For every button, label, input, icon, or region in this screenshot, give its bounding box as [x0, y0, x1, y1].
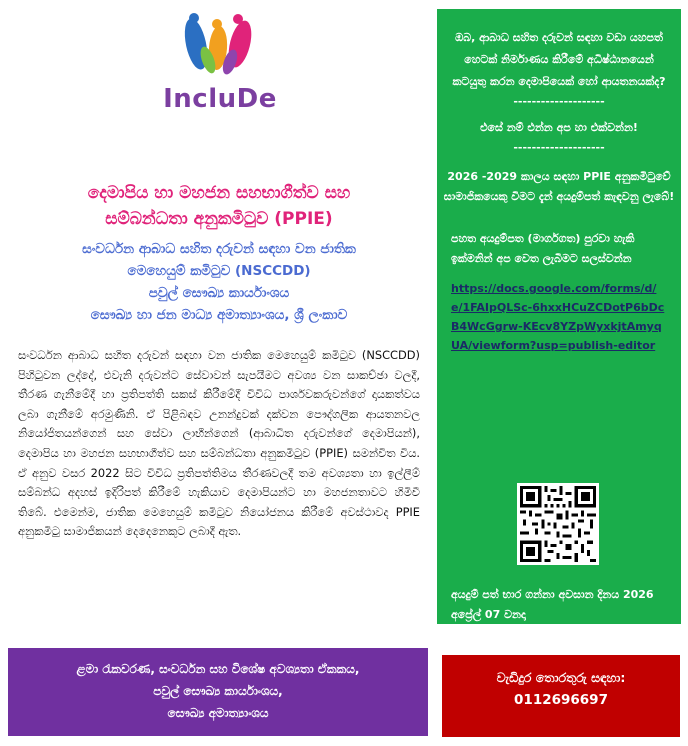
include-logo-graphic — [160, 8, 280, 143]
page-subtitle — [18, 238, 420, 326]
separator-1: -------------------- — [513, 95, 605, 108]
ministry-line-2: පවුල් සෞඛ්‍ය කාර්යාංශය, — [153, 684, 283, 698]
deadline-text: අයදුම් පත් භාර ගන්නා අවසාන දිනය 2026 අප්‍රේල් 07 වනදා — [451, 588, 654, 621]
qr-code-graphic — [520, 486, 596, 562]
subtitle-line-4: සෞඛ්‍ය හා ජන මාධ්‍ය අමාත්‍යාංශය, ශ්‍රී ලංකාව — [90, 307, 348, 323]
separator-2: -------------------- — [513, 141, 605, 154]
contact-box — [442, 655, 680, 737]
qr-code-icon[interactable] — [517, 483, 599, 565]
call-to-action: එසේ නම් එන්න අප හා එක්වන්න! — [480, 121, 638, 134]
ministry-line-3: සෞඛ්‍ය අමාත්‍යාංශය — [167, 706, 269, 720]
logo-wordmark: IncluDe — [163, 84, 277, 114]
recruit-text: 2026 -2029 කාලය සඳහා PPIE අනුකමිටුවේ සාමාජිකයෙකු වීමට දැන් අයදුම්පත් කැඳවනු ලැබේ! — [443, 170, 675, 203]
call-panel — [437, 9, 681, 624]
question-text: ඔබ, ආබාධ සහිත දරුවන් සඳහා වඩා යහපත් හෙටක් නිර්මාණය කිරීමේ අධිෂ්ඨානයෙන් කටයුතු කරන දෙමාපියෙක් හෝ ආයතනයක්ද? — [452, 31, 666, 88]
application-form-link[interactable]: https://docs.google.com/forms/d/e/1FAIpQLSc-6hxxHCuZCDotP6bDcB4WcGgrw-KEcv8YZpWyxkjtAmyqUA/viewform?usp=publish-editor — [451, 282, 665, 352]
subtitle-line-2: මෙහෙයුම් කමිටුව (NSCCDD) — [127, 263, 311, 279]
page-title — [18, 180, 420, 232]
contact-label: වැඩිදුර තොරතුරු සඳහා: — [496, 670, 626, 685]
title-line-1: දෙමාපිය හා මහජන සහභාගීත්ව සහ — [87, 183, 351, 203]
body-paragraph: සංවර්ධන ආබාධ සහිත දරුවන් සඳහා වන ජාතික මෙහෙයුම් කමිටුව (NSCCDD) පිහිටුවන ලද්දේ, එවැනි දරුවන්ට සේවාවන් සැපයීමට අවශ්‍ය වන සාකච්ඡා වලදී, තීරණ ගැනීමේදී හා ප්‍රතිපත්ති සකස් කිරීමේදී විවිධ පාර්ශවකරුවන්ගේ දායකත්වය ලබා ගැනීමේ අරමුණිනි. ඒ පිළිබඳව උනන්දුවක් දක්වන පෞද්ගලික ආයතනවල නියෝජිතයන්ගෙන් සහ සේවා ලාභීන්ගෙන් (ආබාධිත දරුවන්ගේ දෙමාපියන්), දෙමාපිය හා මහජන සහභාගීත්ව සහ සම්බන්ධතා අනුකමිටුව (PPIE) සමන්විත විය. ඒ අනුව වසර 2022 සිට විවිධ ප්‍රතිපත්තිමය තීරණවලදී තම අවශ්‍යතා හා ඉල්ලීම් සම්බන්ධ අදහස් ඉදිරිපත් කිරීමේ හැකියාව දෙමාපියන්ට හා මහජනතාවට හිමිවී තිබේ. එමෙන්ම, ජාතික මෙහෙයුම් කමිටුව නියෝජනය කිරීමේ අවස්ථාවද PPIE අනුකමිටු සාමාජිකයන් දෙදෙනෙකුට ලබාදී ඇත. — [18, 348, 420, 539]
subtitle-line-1: සංවර්ධන ආබාධ සහිත දරුවන් සඳහා වන ජාතික — [82, 241, 356, 257]
subtitle-line-3: පවුල් සෞඛ්‍ය කාර්යාංශය — [148, 285, 290, 301]
ministry-line-1: ළමා රැකවරණ, සංවර්ධන සහ විශේෂ අවශ්‍යතා ඒකකය, — [76, 662, 360, 676]
ministry-box — [8, 648, 428, 736]
contact-phone[interactable]: 0112696697 — [514, 692, 608, 708]
title-line-2: සම්බන්ධතා අනුකමිටුව (PPIE) — [105, 209, 333, 229]
instructions-text: පහත අයදුම්පත (මාර්ගගත) පුරවා හැකි ඉක්මනින් අප වෙත ලැබීමට සලස්වන්න — [451, 232, 635, 265]
